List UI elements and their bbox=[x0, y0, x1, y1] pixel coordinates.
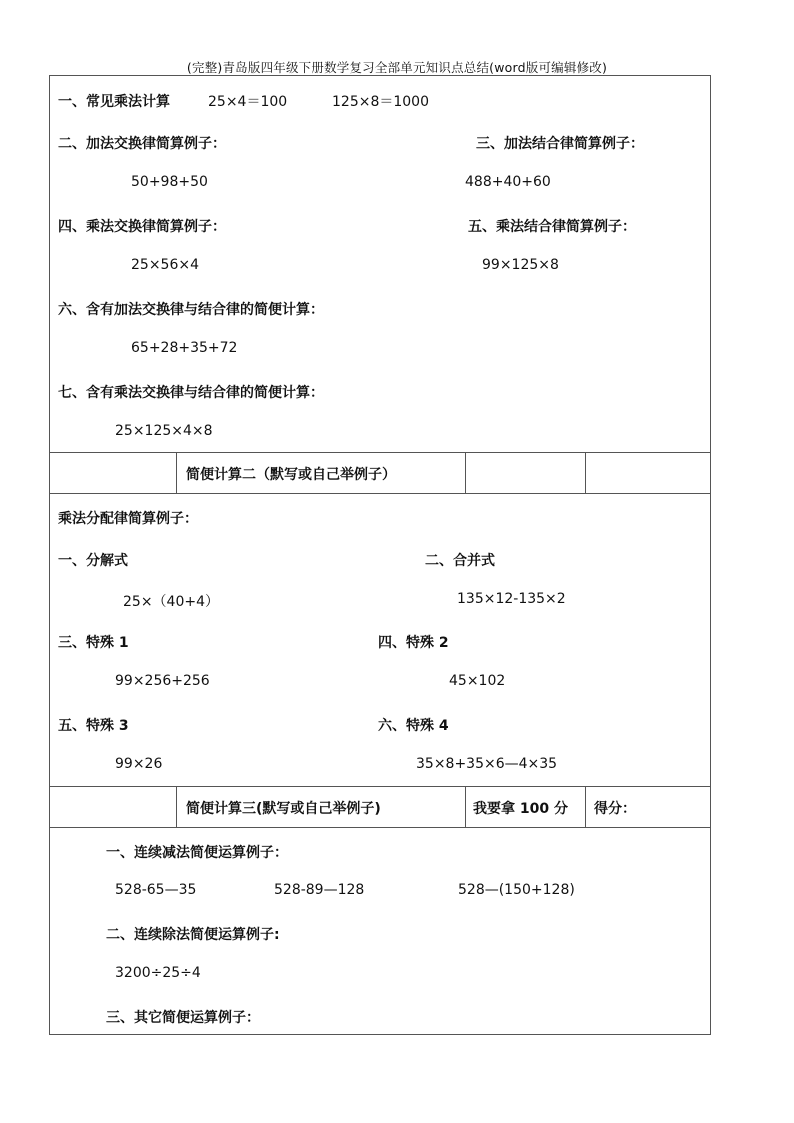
example-decomposition: 25×（40+4） bbox=[123, 594, 219, 610]
example-subtraction-2: 528-89—128 bbox=[274, 882, 365, 898]
row-divider bbox=[50, 493, 710, 494]
item-other-simplified: 三、其它简便运算例子： bbox=[106, 1010, 260, 1026]
example-subtraction-1: 528-65—35 bbox=[115, 882, 197, 898]
example-multiplication-combined: 25×125×4×8 bbox=[115, 423, 213, 439]
cell-divider bbox=[465, 786, 466, 827]
example-subtraction-3: 528—(150+128) bbox=[458, 882, 575, 898]
goal-label: 我要拿 100 分 bbox=[473, 801, 568, 817]
item-multiplication-associative: 五、乘法结合律简算例子： bbox=[468, 219, 636, 235]
example-multiplication-commutative: 25×56×4 bbox=[131, 257, 199, 273]
example-125x8: 125×8＝1000 bbox=[332, 94, 429, 110]
example-addition-combined: 65+28+35+72 bbox=[131, 340, 238, 356]
item-multiplication-commutative: 四、乘法交换律简算例子： bbox=[58, 219, 226, 235]
worksheet-table bbox=[49, 75, 711, 1035]
example-25x4: 25×4＝100 bbox=[208, 94, 288, 110]
item-continuous-subtraction: 一、连续减法简便运算例子： bbox=[106, 845, 288, 861]
example-multiplication-associative: 99×125×8 bbox=[482, 257, 559, 273]
item-addition-commutative: 二、加法交换律简算例子： bbox=[58, 136, 226, 152]
item-combination: 二、合并式 bbox=[425, 553, 495, 569]
item-special-2: 四、特殊 2 bbox=[378, 635, 449, 651]
example-addition-associative: 488+40+60 bbox=[465, 174, 551, 190]
row-divider bbox=[50, 452, 710, 453]
item-continuous-division: 二、连续除法简便运算例子: bbox=[106, 927, 280, 943]
item-special-3: 五、特殊 3 bbox=[58, 718, 129, 734]
document-header: (完整)青岛版四年级下册数学复习全部单元知识点总结(word版可编辑修改) bbox=[186, 60, 608, 75]
row-divider bbox=[50, 827, 710, 828]
example-addition-commutative: 50+98+50 bbox=[131, 174, 208, 190]
example-special-1: 99×256+256 bbox=[115, 673, 210, 689]
score-label: 得分： bbox=[594, 801, 636, 817]
distributive-heading: 乘法分配律简算例子： bbox=[58, 511, 198, 527]
example-special-4: 35×8+35×6—4×35 bbox=[416, 756, 558, 772]
example-special-3: 99×26 bbox=[115, 756, 163, 772]
row-divider bbox=[50, 786, 710, 787]
item-special-1: 三、特殊 1 bbox=[58, 635, 129, 651]
cell-divider bbox=[585, 452, 586, 493]
cell-divider bbox=[176, 452, 177, 493]
cell-divider bbox=[176, 786, 177, 827]
item-addition-associative: 三、加法结合律简算例子： bbox=[476, 136, 644, 152]
item-multiplication-combined: 七、含有乘法交换律与结合律的简便计算： bbox=[58, 385, 324, 401]
cell-divider bbox=[465, 452, 466, 493]
example-combination: 135×12-135×2 bbox=[457, 591, 566, 607]
item-special-4: 六、特殊 4 bbox=[378, 718, 449, 734]
example-special-2: 45×102 bbox=[449, 673, 506, 689]
item-decomposition: 一、分解式 bbox=[58, 553, 128, 569]
item-addition-combined: 六、含有加法交换律与结合律的简便计算： bbox=[58, 302, 324, 318]
section-title-simplified-calc-2: 简便计算二（默写或自己举例子） bbox=[186, 467, 396, 483]
item-common-multiplication: 一、常见乘法计算 bbox=[58, 94, 170, 110]
cell-divider bbox=[585, 786, 586, 827]
example-division: 3200÷25÷4 bbox=[115, 965, 201, 981]
section-title-simplified-calc-3: 简便计算三(默写或自己举例子) bbox=[186, 801, 381, 817]
